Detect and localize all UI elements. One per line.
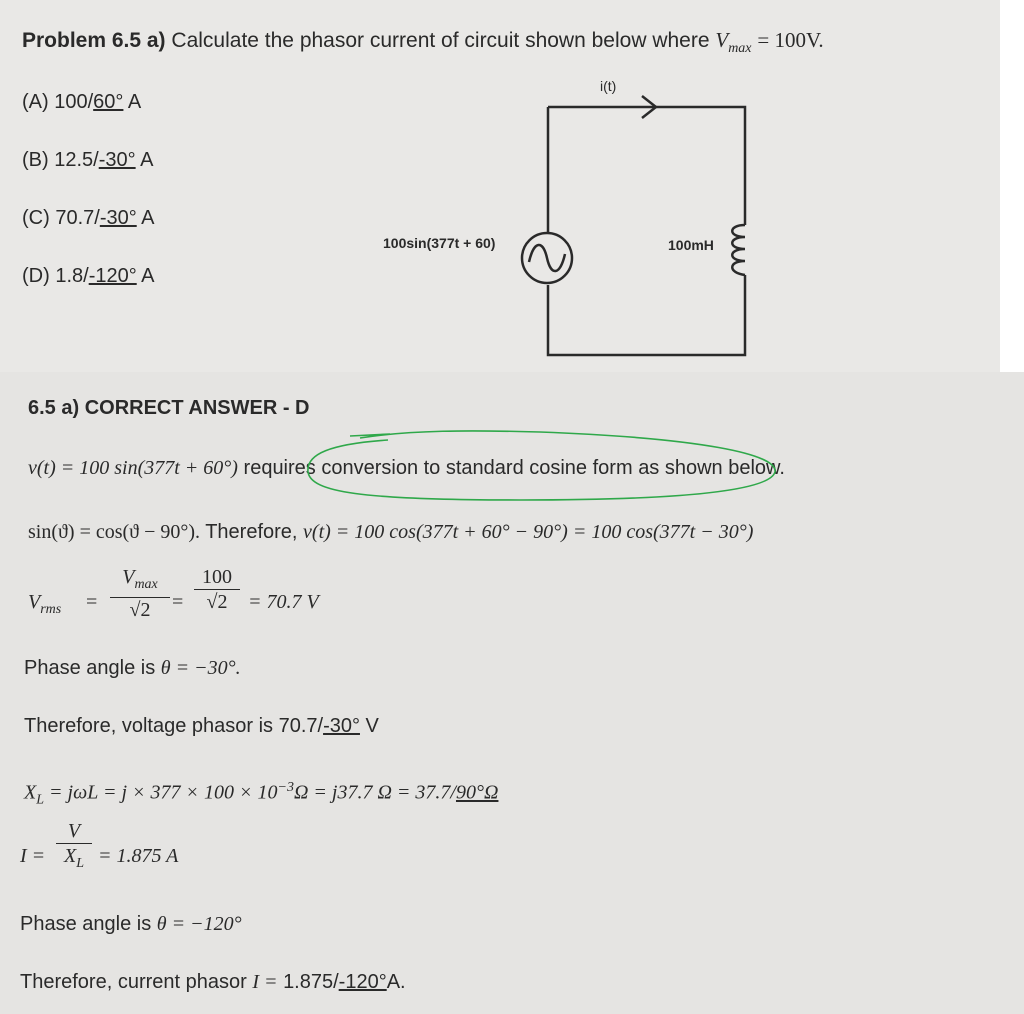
top-wire bbox=[548, 107, 745, 225]
solution-panel: 6.5 a) CORRECT ANSWER - D v(t) = 100 sin(377t + 60°) requires conversion to standard cosine form as shown below. sin(ϑ) = cos(ϑ − 90°). Therefore, v(t) = 100 cos(377t + 60° − 90°) = 100 cos(377t − 30°) $V_{rms}$ = $V_{max}$ √2 = 100 √2 = 70.7 V Phase angle is θ = −30°. Therefore, voltage phasor is 70.7/-30° V $X_L = j\omega L = j \times 377 \times 100 \times 10^{-3}\Omega = j37.7$ Ω = 37.7/90°Ω I = V $X_L$ = 1.875 A Phase angle is θ = −120° Therefore, current phasor I = 1.875/-120°A. bbox=[0, 372, 1024, 1014]
vmax-over-root2: $V_{max}$ √2 bbox=[110, 566, 170, 621]
solution-line-1: v(t) = 100 sin(377t + 60°) requires conversion to standard cosine form as shown below. bbox=[28, 457, 785, 479]
current-symbol: I = bbox=[20, 845, 46, 867]
sine-wave-icon bbox=[529, 245, 565, 271]
phase-angle-2: Phase angle is θ = −120° bbox=[20, 913, 242, 935]
v-over-xl: V $X_L$ bbox=[56, 820, 92, 875]
solution-heading: 6.5 a) CORRECT ANSWER - D bbox=[28, 397, 310, 419]
vt-expression: v(t) = 100 sin(377t + 60°) bbox=[28, 457, 238, 479]
current-magnitude: = 1.875 A bbox=[98, 845, 179, 867]
current-phasor: Therefore, current phasor I = 1.875/-120°A. bbox=[20, 971, 406, 993]
option-b: (B) 12.5/-30° A bbox=[22, 149, 154, 171]
problem-label: Problem 6.5 a) bbox=[22, 29, 166, 52]
option-a: (A) 100/60° A bbox=[22, 91, 142, 113]
solution-line-2: sin(ϑ) = cos(ϑ − 90°). Therefore, v(t) = 100 cos(377t + 60° − 90°) = 100 cos(377t − 30°) bbox=[28, 521, 754, 543]
vmax-value: = 100V. bbox=[757, 28, 824, 52]
vrms-result: = 70.7 V bbox=[248, 591, 319, 613]
current-label: i(t) bbox=[600, 78, 617, 94]
inductor-label: 100mH bbox=[668, 237, 714, 253]
inductor-icon bbox=[732, 225, 745, 275]
conversion-note: requires conversion to standard cosine form bbox=[243, 457, 633, 479]
phase-angle-1: Phase angle is θ = −30°. bbox=[24, 657, 241, 679]
100-over-root2: 100 √2 bbox=[194, 566, 240, 613]
problem-panel bbox=[0, 0, 1000, 372]
circuit-diagram bbox=[0, 0, 1000, 372]
option-d: (D) 1.8/-120° A bbox=[22, 265, 155, 287]
vrms-symbol: $V_{rms}$ bbox=[28, 591, 62, 617]
vmax-symbol: $V_{max}$ bbox=[715, 28, 752, 57]
source-label: 100sin(377t + 60) bbox=[383, 235, 496, 251]
option-c: (C) 70.7/-30° A bbox=[22, 207, 155, 229]
problem-text: Calculate the phasor current of circuit shown below where bbox=[171, 29, 710, 52]
xl-equation: $X_L = j\omega L = j \times 377 \times 100 \times 10^{-3}\Omega = j37.7$ Ω = 37.7/90°Ω bbox=[24, 780, 499, 808]
bottom-wire bbox=[548, 275, 745, 355]
voltage-phasor: Therefore, voltage phasor is 70.7/-30° V bbox=[24, 715, 379, 737]
cosine-form: v(t) = 100 cos(377t + 60° − 90°) = 100 cos(377t − 30°) bbox=[303, 521, 754, 543]
